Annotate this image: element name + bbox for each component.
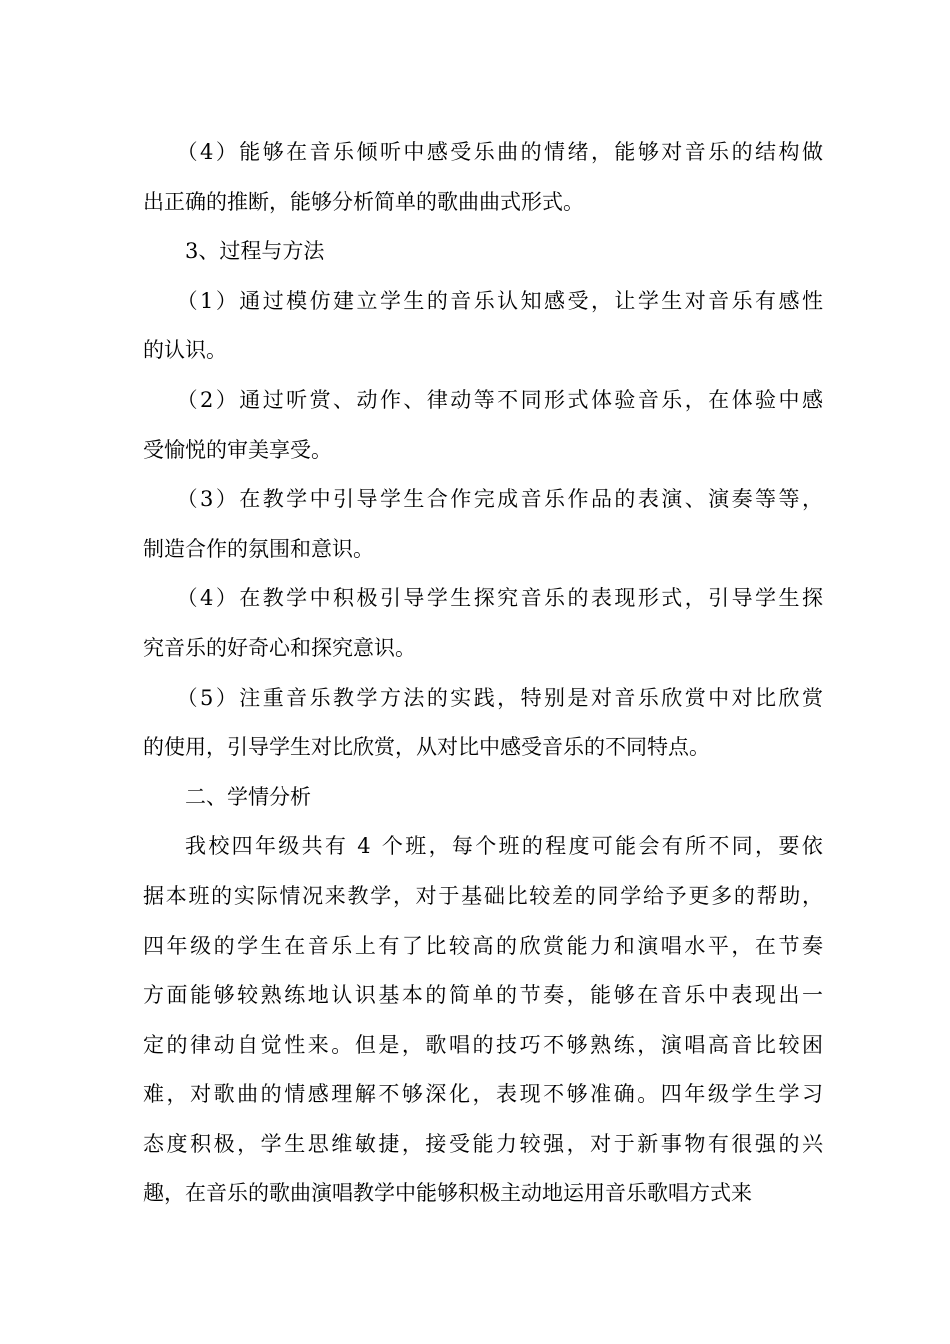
section-heading bbox=[143, 227, 823, 277]
text-line: （4）能够在音乐倾听中感受乐曲的情绪，能够对音乐的结构做 bbox=[176, 140, 826, 164]
paragraph bbox=[143, 376, 826, 475]
text-line: （3）在教学中引导学生合作完成音乐作品的表演、演奏等等， bbox=[176, 487, 826, 512]
text-line: 我校四年级共有 4 个班，每个班的程度可能会有所不同，要依 bbox=[185, 834, 826, 859]
text-line: 制造合作的氛围和意识。 bbox=[143, 536, 374, 561]
paragraph bbox=[143, 674, 826, 773]
text-line: 二、学情分析 bbox=[185, 784, 311, 809]
text-line: （4）在教学中积极引导学生探究音乐的表现形式，引导学生探 bbox=[176, 586, 826, 611]
text-line: 3、过程与方法 bbox=[185, 239, 325, 264]
text-line: （5）注重音乐教学方法的实践，特别是对音乐欣赏中对比欣赏 bbox=[176, 685, 826, 710]
text-line: 四年级的学生在音乐上有了比较高的欣赏能力和演唱水平，在节奏 bbox=[143, 933, 826, 958]
paragraph bbox=[143, 128, 826, 227]
paragraph bbox=[143, 277, 826, 376]
document-body bbox=[143, 128, 826, 1219]
text-line: （1）通过模仿建立学生的音乐认知感受，让学生对音乐有感性 bbox=[176, 288, 826, 313]
text-line: 的使用，引导学生对比欣赏，从对比中感受音乐的不同特点。 bbox=[143, 735, 710, 760]
text-line: 受愉悦的审美享受。 bbox=[143, 437, 332, 462]
paragraph bbox=[143, 475, 826, 574]
paragraph bbox=[143, 822, 826, 1219]
text-line: 的认识。 bbox=[143, 338, 227, 363]
text-line: 究音乐的好奇心和探究意识。 bbox=[143, 635, 416, 660]
text-line: 趣，在音乐的歌曲演唱教学中能够积极主动地运用音乐歌唱方式来 bbox=[143, 1181, 752, 1206]
text-line: 定的律动自觉性来。但是，歌唱的技巧不够熟练，演唱高音比较困 bbox=[143, 1032, 826, 1057]
text-line: 出正确的推断，能够分析简单的歌曲曲式形式。 bbox=[143, 189, 584, 214]
text-line: 据本班的实际情况来教学，对于基础比较差的同学给予更多的帮助， bbox=[143, 883, 825, 908]
text-line: 难，对歌曲的情感理解不够深化，表现不够准确。四年级学生学习 bbox=[143, 1082, 826, 1107]
text-line: （2）通过听赏、动作、律动等不同形式体验音乐，在体验中感 bbox=[176, 387, 826, 412]
text-line: 态度积极，学生思维敏捷，接受能力较强，对于新事物有很强的兴 bbox=[143, 1131, 826, 1156]
section-heading bbox=[143, 773, 823, 823]
paragraph bbox=[143, 574, 826, 673]
text-line: 方面能够较熟练地认识基本的简单的节奏，能够在音乐中表现出一 bbox=[143, 983, 826, 1008]
